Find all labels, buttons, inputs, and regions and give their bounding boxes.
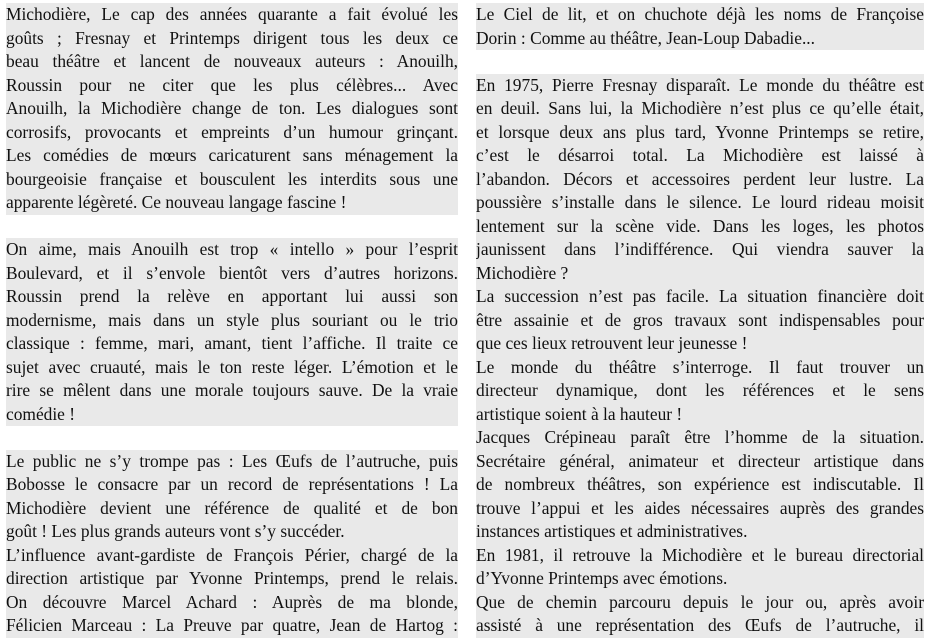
text-line: rire se mêlent dans une morale toujours sauve. De la vraie (6, 379, 458, 403)
text-line: On découvre Marcel Achard : Auprès de ma blonde, (6, 591, 458, 615)
text-line: l’abandon. Décors et accessoires perdent leur lustre. La (476, 168, 924, 192)
text-line: Boulevard, et il s’envole bientôt vers d’autres horizons. (6, 262, 458, 286)
text-line: lentement sur la scène vide. Dans les loges, les photos (476, 215, 924, 239)
text-line: modernisme, mais dans un style plus souriant ou le trio (6, 309, 458, 333)
text-line: Le public ne s’y trompe pas : Les Œufs de l’autruche, puis (6, 450, 458, 474)
text-line: En 1981, il retrouve la Michodière et le bureau directorial (476, 544, 924, 568)
text-line: bourgeoisie française et bousculent les interdits sous une (6, 168, 458, 192)
text-line: Roussin prend la relève en apportant lui aussi son (6, 285, 458, 309)
text-line: directeur dynamique, dont les références et le sens (476, 379, 924, 403)
text-line: trouve l’appui et les aides nécessaires auprès des grandes (476, 497, 924, 521)
text-line: et lorsque deux ans plus tard, Yvonne Printemps se retire, (476, 121, 924, 145)
paragraph-gap (6, 426, 458, 450)
text-line: Michodière ? (476, 262, 924, 286)
text-line: c’est le désarroi total. La Michodière est laissé à (476, 144, 924, 168)
text-line: classique : femme, mari, amant, tient l’affiche. Il traite ce (6, 332, 458, 356)
text-line: Michodière, Le cap des années quarante a fait évolué les (6, 3, 458, 27)
text-line: direction artistique par Yvonne Printemps, prend le relais. (6, 567, 458, 591)
text-line: Dorin : Comme au théâtre, Jean-Loup Dabadie... (476, 27, 924, 51)
text-line: beau théâtre et lancent de nouveaux auteurs : Anouilh, (6, 50, 458, 74)
text-line: Le monde du théâtre s’interroge. Il faut trouver un (476, 356, 924, 380)
text-line: On aime, mais Anouilh est trop « intello » pour l’esprit (6, 238, 458, 262)
text-line: apparente légèreté. Ce nouveau langage fascine ! (6, 191, 458, 215)
text-line: Jacques Crépineau paraît être l’homme de la situation. (476, 426, 924, 450)
text-line: de nombreux théâtres, son expérience est indiscutable. Il (476, 473, 924, 497)
text-line: en deuil. Sans lui, la Michodière n’est plus ce qu’elle était, (476, 97, 924, 121)
text-line: que ces lieux retrouvent leur jeunesse ! (476, 332, 924, 356)
left-text-column (6, 3, 458, 638)
text-line: assisté à une représentation des Œufs de l’autruche, il (476, 614, 924, 638)
text-line: Secrétaire général, animateur et directeur artistique dans (476, 450, 924, 474)
text-line: Michodière devient une référence de qualité et de bon (6, 497, 458, 521)
text-line: sujet avec cruauté, mais le ton reste léger. L’émotion et le (6, 356, 458, 380)
text-line: poussière s’installe dans le silence. Le lourd rideau moisit (476, 191, 924, 215)
paragraph-gap (476, 50, 924, 74)
text-line: En 1975, Pierre Fresnay disparaît. Le monde du théâtre est (476, 74, 924, 98)
text-line: d’Yvonne Printemps avec émotions. (476, 567, 924, 591)
text-line: comédie ! (6, 403, 458, 427)
text-line: Félicien Marceau : La Preuve par quatre, Jean de Hartog : (6, 614, 458, 638)
text-line: corrosifs, provocants et empreints d’un humour grinçant. (6, 121, 458, 145)
text-line: être assainie et de gros travaux sont indispensables pour (476, 309, 924, 333)
text-line: jaunissent dans l’indifférence. Qui viendra sauver la (476, 238, 924, 262)
right-text-column (476, 3, 924, 638)
text-line: goût ! Les plus grands auteurs vont s’y succéder. (6, 520, 458, 544)
text-line: instances artistiques et administratives. (476, 520, 924, 544)
text-line: La succession n’est pas facile. La situation financière doit (476, 285, 924, 309)
text-line: L’influence avant-gardiste de François Périer, chargé de la (6, 544, 458, 568)
text-line: Bobosse le consacre par un record de représentations ! La (6, 473, 458, 497)
text-line: artistique soient à la hauteur ! (476, 403, 924, 427)
text-line: Anouilh, la Michodière change de ton. Les dialogues sont (6, 97, 458, 121)
text-line: goûts ; Fresnay et Printemps dirigent tous les deux ce (6, 27, 458, 51)
text-line: Le Ciel de lit, et on chuchote déjà les noms de Françoise (476, 3, 924, 27)
text-line: Roussin pour ne citer que les plus célèbres... Avec (6, 74, 458, 98)
text-line: Les comédies de mœurs caricaturent sans ménagement la (6, 144, 458, 168)
text-line: Que de chemin parcouru depuis le jour ou, après avoir (476, 591, 924, 615)
paragraph-gap (6, 215, 458, 239)
